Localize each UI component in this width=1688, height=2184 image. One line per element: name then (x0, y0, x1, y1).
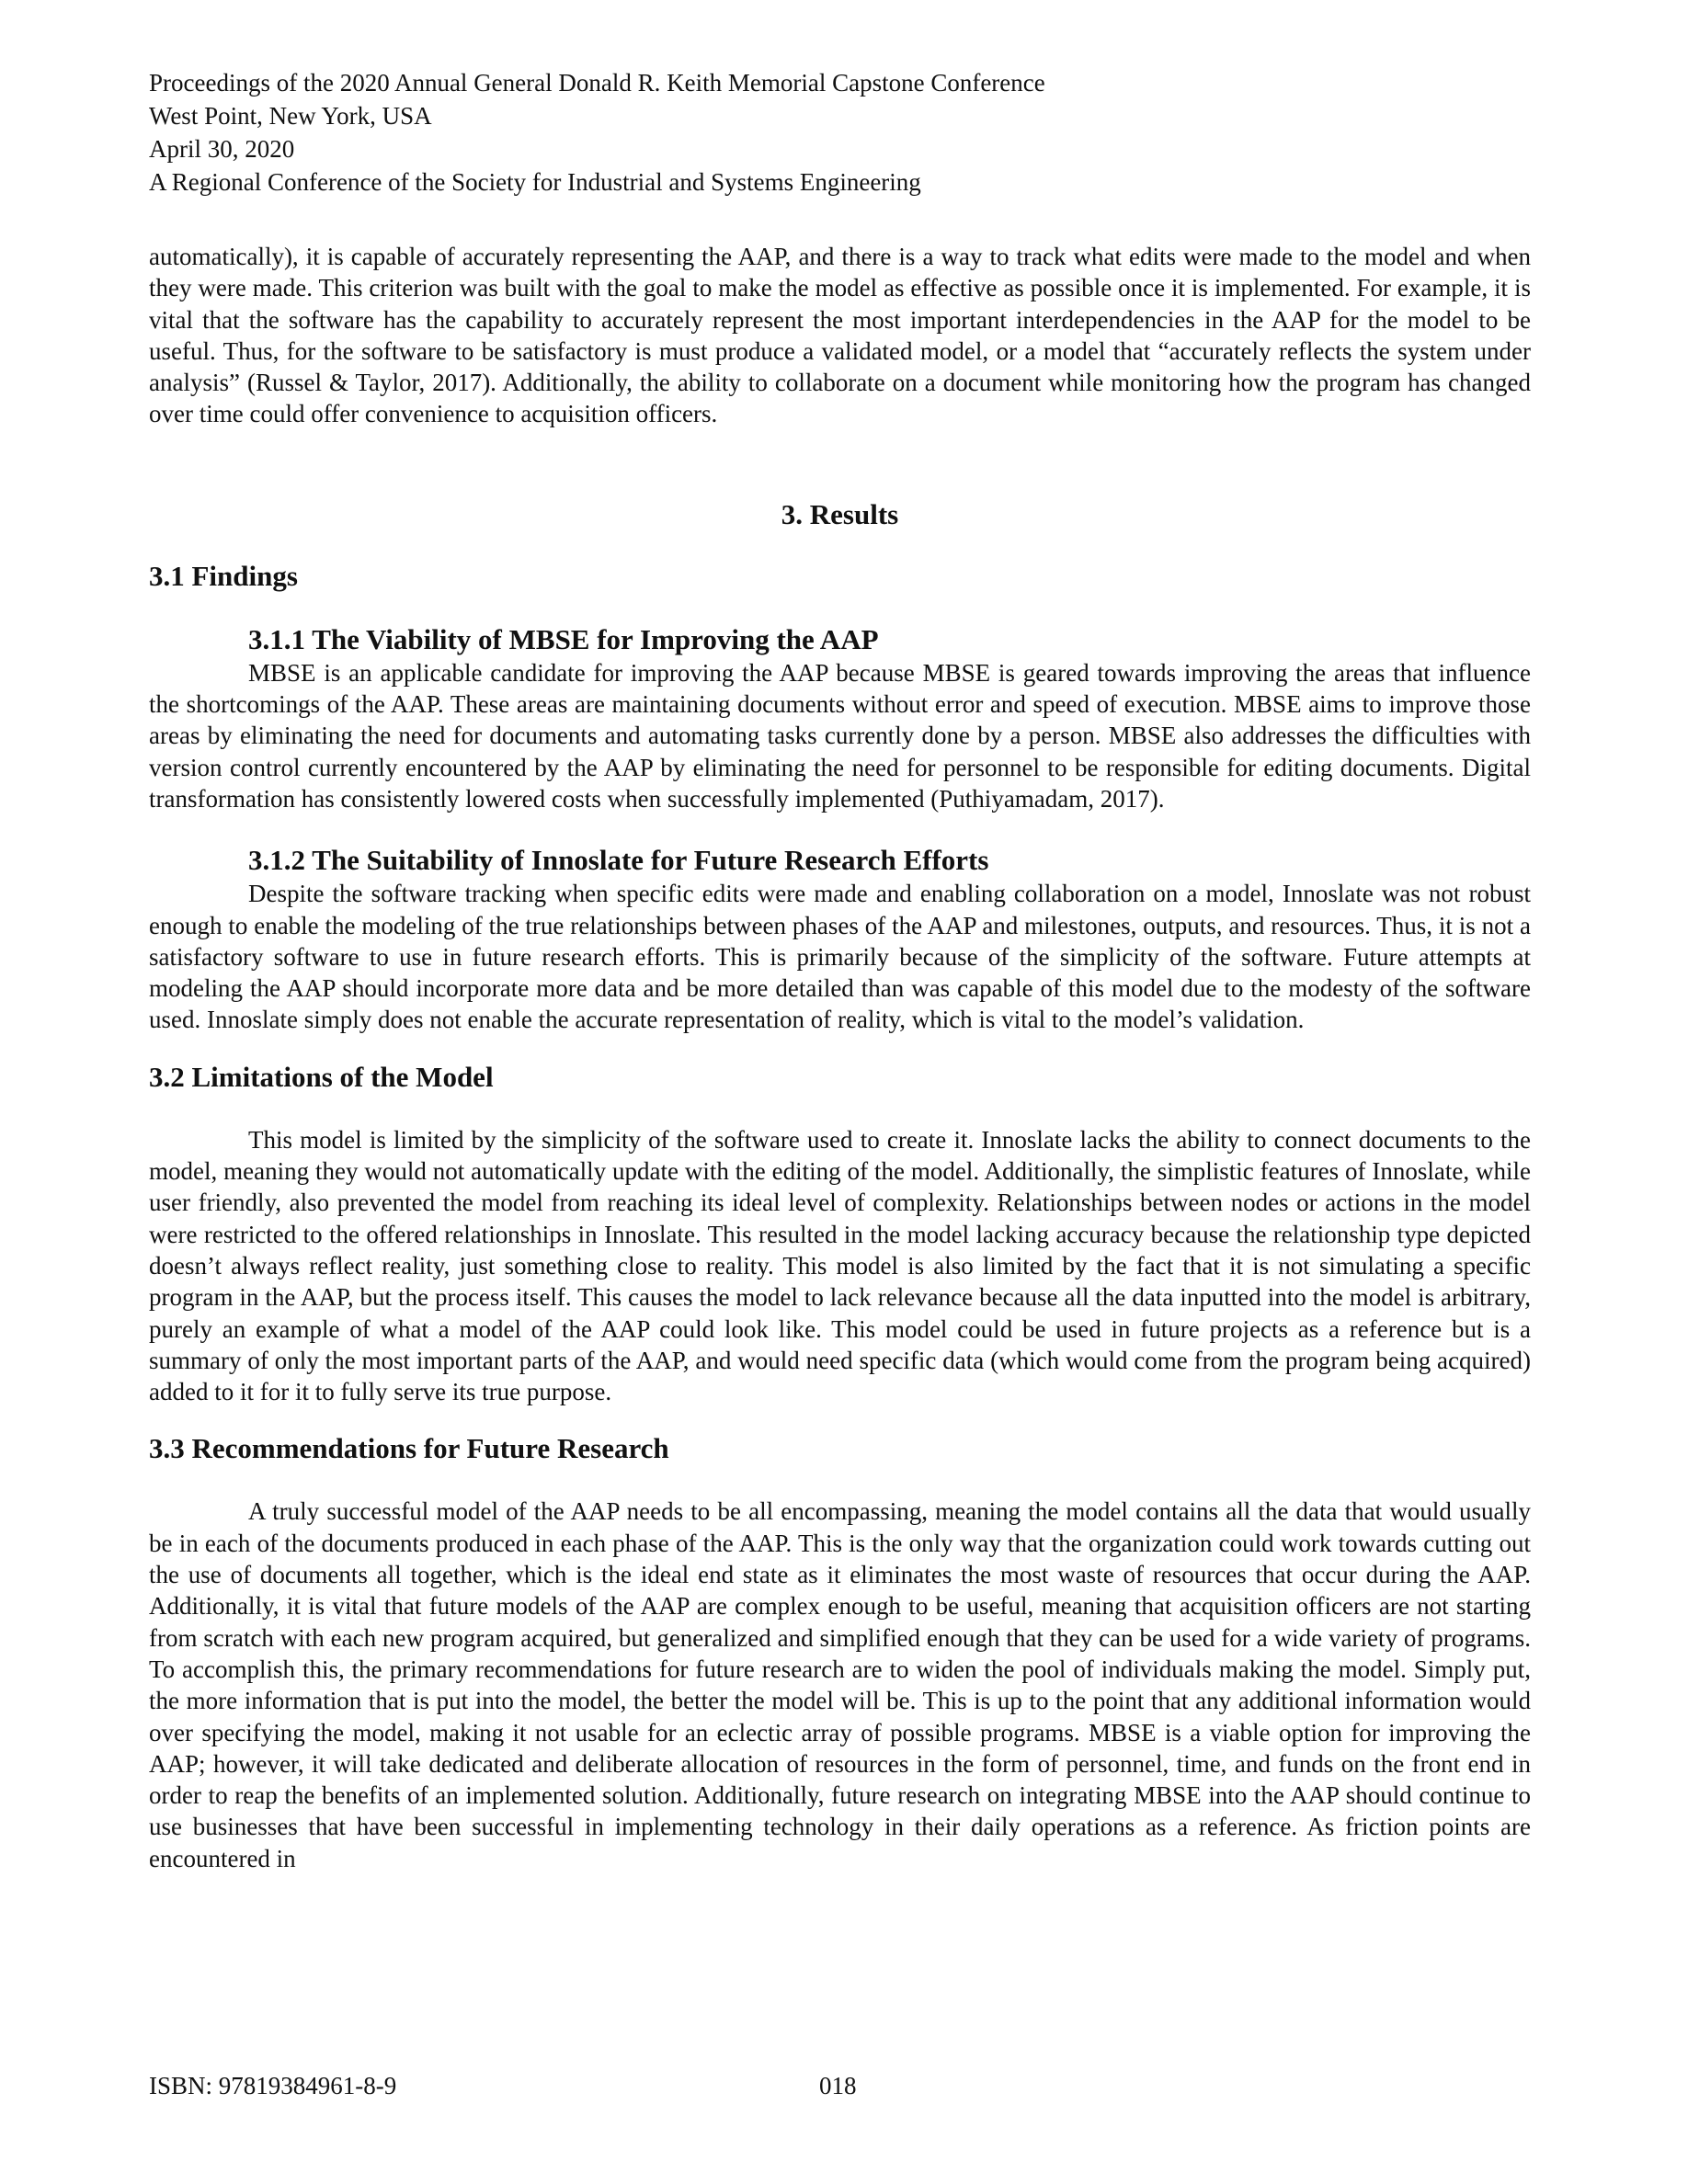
subsection-title-recommendations: 3.3 Recommendations for Future Research (149, 1432, 669, 1465)
subsubsection-title-viability: 3.1.1 The Viability of MBSE for Improving the AAP (248, 622, 879, 655)
isbn-label: ISBN: 97819384961-8-9 (149, 2072, 397, 2099)
section-title-results: 3. Results (781, 497, 899, 530)
paper-page (149, 66, 1531, 1874)
subsection-title-limitations: 3.2 Limitations of the Model (149, 1060, 494, 1093)
viability-paragraph: MBSE is an applicable candidate for improving the AAP because MBSE is geared towards improving the areas that influence the shortcomings of the AAP. These areas are maintaining documents without error and speed of execution. MBSE aims to improve those areas by eliminating the need for documents and automating tasks currently done by a person. MBSE also addresses the difficulties with version control currently encountered by the AAP by eliminating the need for personnel to be responsible for editing documents. Digital transformation has consistently lowered costs when successfully implemented (Puthiyamadam, 2017). (149, 658, 1531, 813)
conference-society: A Regional Conference of the Society for Industrial and Systems Engineering (149, 168, 921, 196)
conference-location: West Point, New York, USA (149, 102, 432, 130)
subsubsection-title-suitability: 3.1.2 The Suitability of Innoslate for Future Research Efforts (248, 844, 989, 877)
suitability-paragraph: Despite the software tracking when specific edits were made and enabling collaboration on a model, Innoslate was not robust enough to enable the modeling of the true relationships between phases of the AAP and milestones, outputs, and resources. Thus, it is not a satisfactory software to use in future research efforts. This is primarily because of the simplicity of the software. Future attempts at modeling the AAP should incorporate more data and be more detailed than was capable of this model due to the modesty of the software used. Innoslate simply does not enable the accurate representation of reality, which is vital to the model’s validation. (149, 880, 1531, 1034)
subsection-title-findings: 3.1 Findings (149, 559, 298, 592)
conference-header (149, 66, 1531, 199)
intro-paragraph: automatically), it is capable of accurately representing the AAP, and there is a way to track what edits were made to the model and when they were made. This criterion was built with the goal to make the model as effective as possible once it is implemented. For example, it is vital that the software has the capability to accurately represent the most important interdependencies in the AAP for the model to be useful. Thus, for the software to be satisfactory is must produce a validated model, or a model that “accurately reflects the system under analysis” (Russel & Taylor, 2017). Additionally, the ability to collaborate on a document while monitoring how the program has changed over time could offer convenience to acquisition officers. (149, 243, 1531, 428)
conference-date: April 30, 2020 (149, 135, 295, 163)
limitations-paragraph: This model is limited by the simplicity of the software used to create it. Innoslate lacks the ability to connect documents to the model, meaning they would not automatically update with the editing of the model. Additionally, the simplistic features of Innoslate, while user friendly, also prevented the model from reaching its ideal level of complexity. Relationships between nodes or actions in the model were restricted to the offered relationships in Innoslate. This resulted in the model lacking accuracy because the relationship type depicted doesn’t always reflect reality, just something close to reality. This model is also limited by the fact that it is not simulating a specific program in the AAP, but the process itself. This causes the model to lack relevance because all the data inputted into the model is arbitrary, purely an example of what a model of the AAP could look like. This model could be used in future projects as a reference but is a summary of only the most important parts of the AAP, and would need specific data (which would come from the program being acquired) added to it for it to fully serve its true purpose. (149, 1125, 1531, 1406)
recommendations-paragraph: A truly successful model of the AAP needs to be all encompassing, meaning the model contains all the data that would usually be in each of the documents produced in each phase of the AAP. This is the only way that the organization could work towards cutting out the use of documents all together, which is the ideal end state as it eliminates the most waste of resources that occur during the AAP. Additionally, it is vital that future models of the AAP are complex enough to be useful, meaning that acquisition officers are not starting from scratch with each new program acquired, but generalized and simplified enough that they can be used for a wide variety of programs. To accomplish this, the primary recommendations for future research are to widen the pool of individuals making the model. Simply put, the more information that is put into the model, the better the model will be. This is up to the point that any additional information would over specifying the model, making it not usable for an eclectic array of possible programs. MBSE is a viable option for improving the AAP; however, it will take dedicated and deliberate allocation of resources in the form of personnel, time, and funds on the front end in order to reap the benefits of an implemented solution. Additionally, future research on integrating MBSE into the AAP should continue to use businesses that have been successful in implementing technology in their daily operations as a reference. As friction points are encountered in (149, 1497, 1531, 1872)
conference-title: Proceedings of the 2020 Annual General Donald R. Keith Memorial Capstone Conference (149, 69, 1045, 97)
page-number: 018 (819, 2072, 857, 2099)
